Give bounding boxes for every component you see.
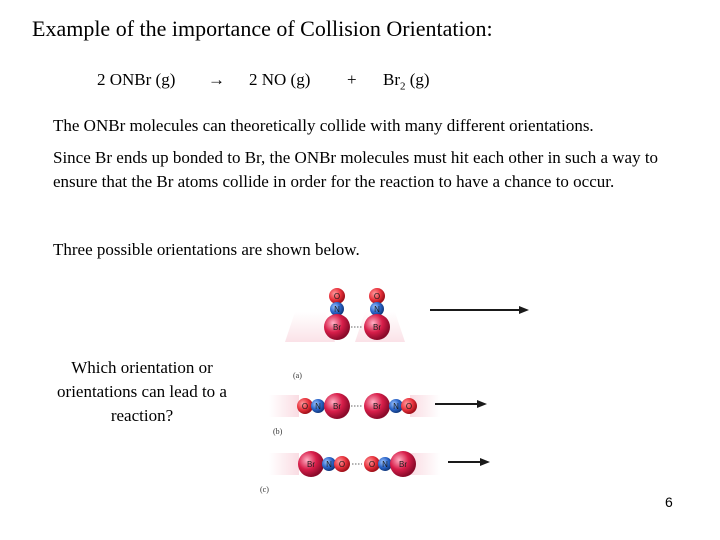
atom-label-o: O (405, 402, 413, 411)
paragraph-br-bonding: Since Br ends up bonded to Br, the ONBr molecules must hit each other in such a way to ensure that the Br atoms collide in order for the reaction to have a chance to occur. (53, 148, 659, 191)
br2-state: (g) (405, 70, 430, 89)
atom-label-n: N (393, 402, 399, 411)
atom-label-n: N (374, 305, 380, 314)
br2-base: Br (383, 70, 400, 89)
orientation-a (285, 288, 529, 380)
atom-label-br: Br (307, 460, 315, 469)
atom-label-o: O (333, 292, 341, 301)
br2-subscript: 2 (400, 80, 406, 93)
atom-label-n: N (315, 402, 321, 411)
collision-orientation-figure (255, 282, 545, 497)
paragraph-three-orientations: Three possible orientations are shown below. (53, 240, 360, 259)
equation-plus: + (347, 70, 357, 89)
arrow-head-icon (477, 400, 487, 408)
atom-label-n: N (334, 305, 340, 314)
page-number: 6 (665, 494, 673, 510)
slide-title: Example of the importance of Collision Orientation: (32, 16, 493, 41)
atom-label-o: O (301, 402, 309, 411)
panel-label-c: (c) (260, 485, 269, 494)
equation-arrow: → (208, 70, 225, 89)
orientation-c (260, 451, 490, 494)
motion-trail-b-left (269, 395, 299, 417)
question-text: Which orientation or orientations can lead to a reaction? (52, 356, 232, 428)
arrow-head-icon (519, 306, 529, 314)
atom-label-br: Br (333, 402, 341, 411)
atom-label-o: O (373, 292, 381, 301)
atom-label-o: O (338, 460, 346, 469)
panel-label-b: (b) (273, 427, 283, 436)
arrow-head-icon (480, 458, 490, 466)
atom-label-br: Br (373, 323, 381, 332)
equation-product-br2 (383, 70, 430, 92)
atom-label-br: Br (333, 323, 341, 332)
panel-label-a: (a) (293, 371, 302, 380)
atom-label-n: N (382, 460, 388, 469)
atom-label-n: N (326, 460, 332, 469)
motion-trail-c-left (269, 453, 299, 475)
atom-label-br: Br (373, 402, 381, 411)
atom-label-o: O (368, 460, 376, 469)
orientation-b (269, 393, 487, 436)
equation-reactant: 2 ONBr (g) (97, 70, 176, 89)
atom-label-br: Br (399, 460, 407, 469)
paragraph-orientations: The ONBr molecules can theoretically collide with many different orientations. (53, 116, 594, 135)
equation-product-no: 2 NO (g) (249, 70, 311, 89)
